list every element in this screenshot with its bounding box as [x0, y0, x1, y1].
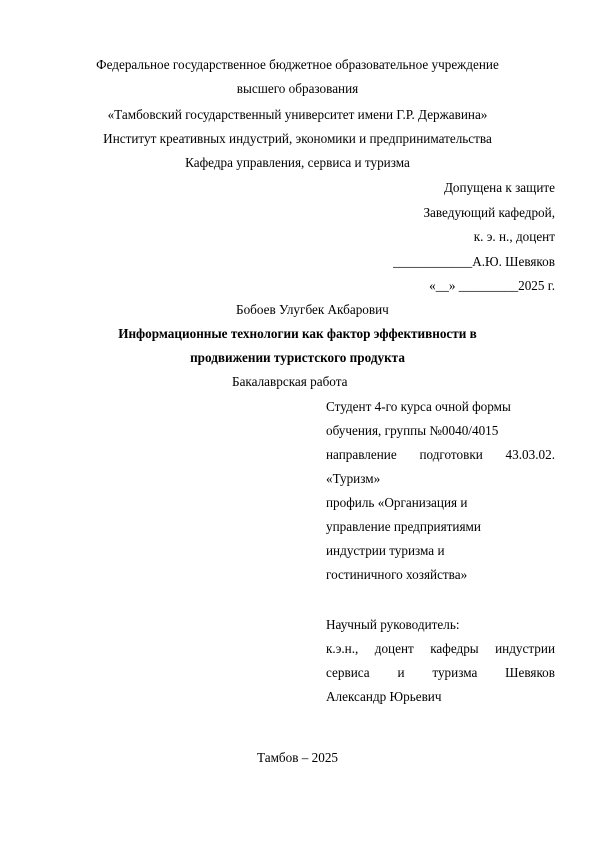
- student-line-8: гостиничного хозяйства»: [326, 567, 468, 582]
- thesis-title-line-2: продвижении туристского продукта: [190, 350, 405, 365]
- student-line-3: направление подготовки 43.03.02.: [326, 447, 555, 462]
- student-line-7: индустрии туризма и: [326, 543, 445, 558]
- thesis-title-line-1: Информационные технологии как фактор эффективности в: [118, 326, 477, 341]
- student-line-5: профиль «Организация и: [326, 495, 468, 510]
- approval-signature-line: ____________А.Ю. Шевяков: [393, 254, 555, 269]
- approval-line-2: Заведующий кафедрой,: [423, 205, 555, 220]
- city-year: Тамбов – 2025: [256, 750, 339, 765]
- department-name: Кафедра управления, сервиса и туризма: [185, 155, 410, 170]
- student-info: [326, 399, 555, 591]
- author-name: Бобоев Улугбек Акбарович: [236, 302, 389, 317]
- supervisor-line-4: Александр Юрьевич: [326, 689, 442, 704]
- work-type: Бакалаврская работа: [232, 374, 348, 389]
- student-line-1: Студент 4-го курса очной формы: [326, 399, 511, 414]
- approval-date-line: «__» _________2025 г.: [429, 278, 555, 293]
- institution-line-2: высшего образования: [236, 81, 359, 96]
- supervisor-line-3: сервиса и туризма Шевяков: [326, 665, 555, 680]
- university-name: «Тамбовский государственный университет имени Г.Р. Державина»: [107, 107, 488, 122]
- supervisor-line-1: Научный руководитель:: [326, 617, 460, 632]
- approval-line-1: Допущена к защите: [443, 180, 555, 195]
- student-line-6: управление предприятиями: [326, 519, 481, 534]
- supervisor-line-2: к.э.н., доцент кафедры индустрии: [326, 641, 555, 656]
- institute-name: Институт креативных индустрий, экономики и предпринимательства: [103, 131, 492, 146]
- supervisor-info: [326, 617, 555, 713]
- approval-line-3: к. э. н., доцент: [473, 229, 555, 244]
- student-line-2: обучения, группы №0040/4015: [326, 423, 499, 438]
- student-line-4: «Туризм»: [326, 471, 381, 486]
- institution-line-1: Федеральное государственное бюджетное образовательное учреждение: [96, 57, 499, 72]
